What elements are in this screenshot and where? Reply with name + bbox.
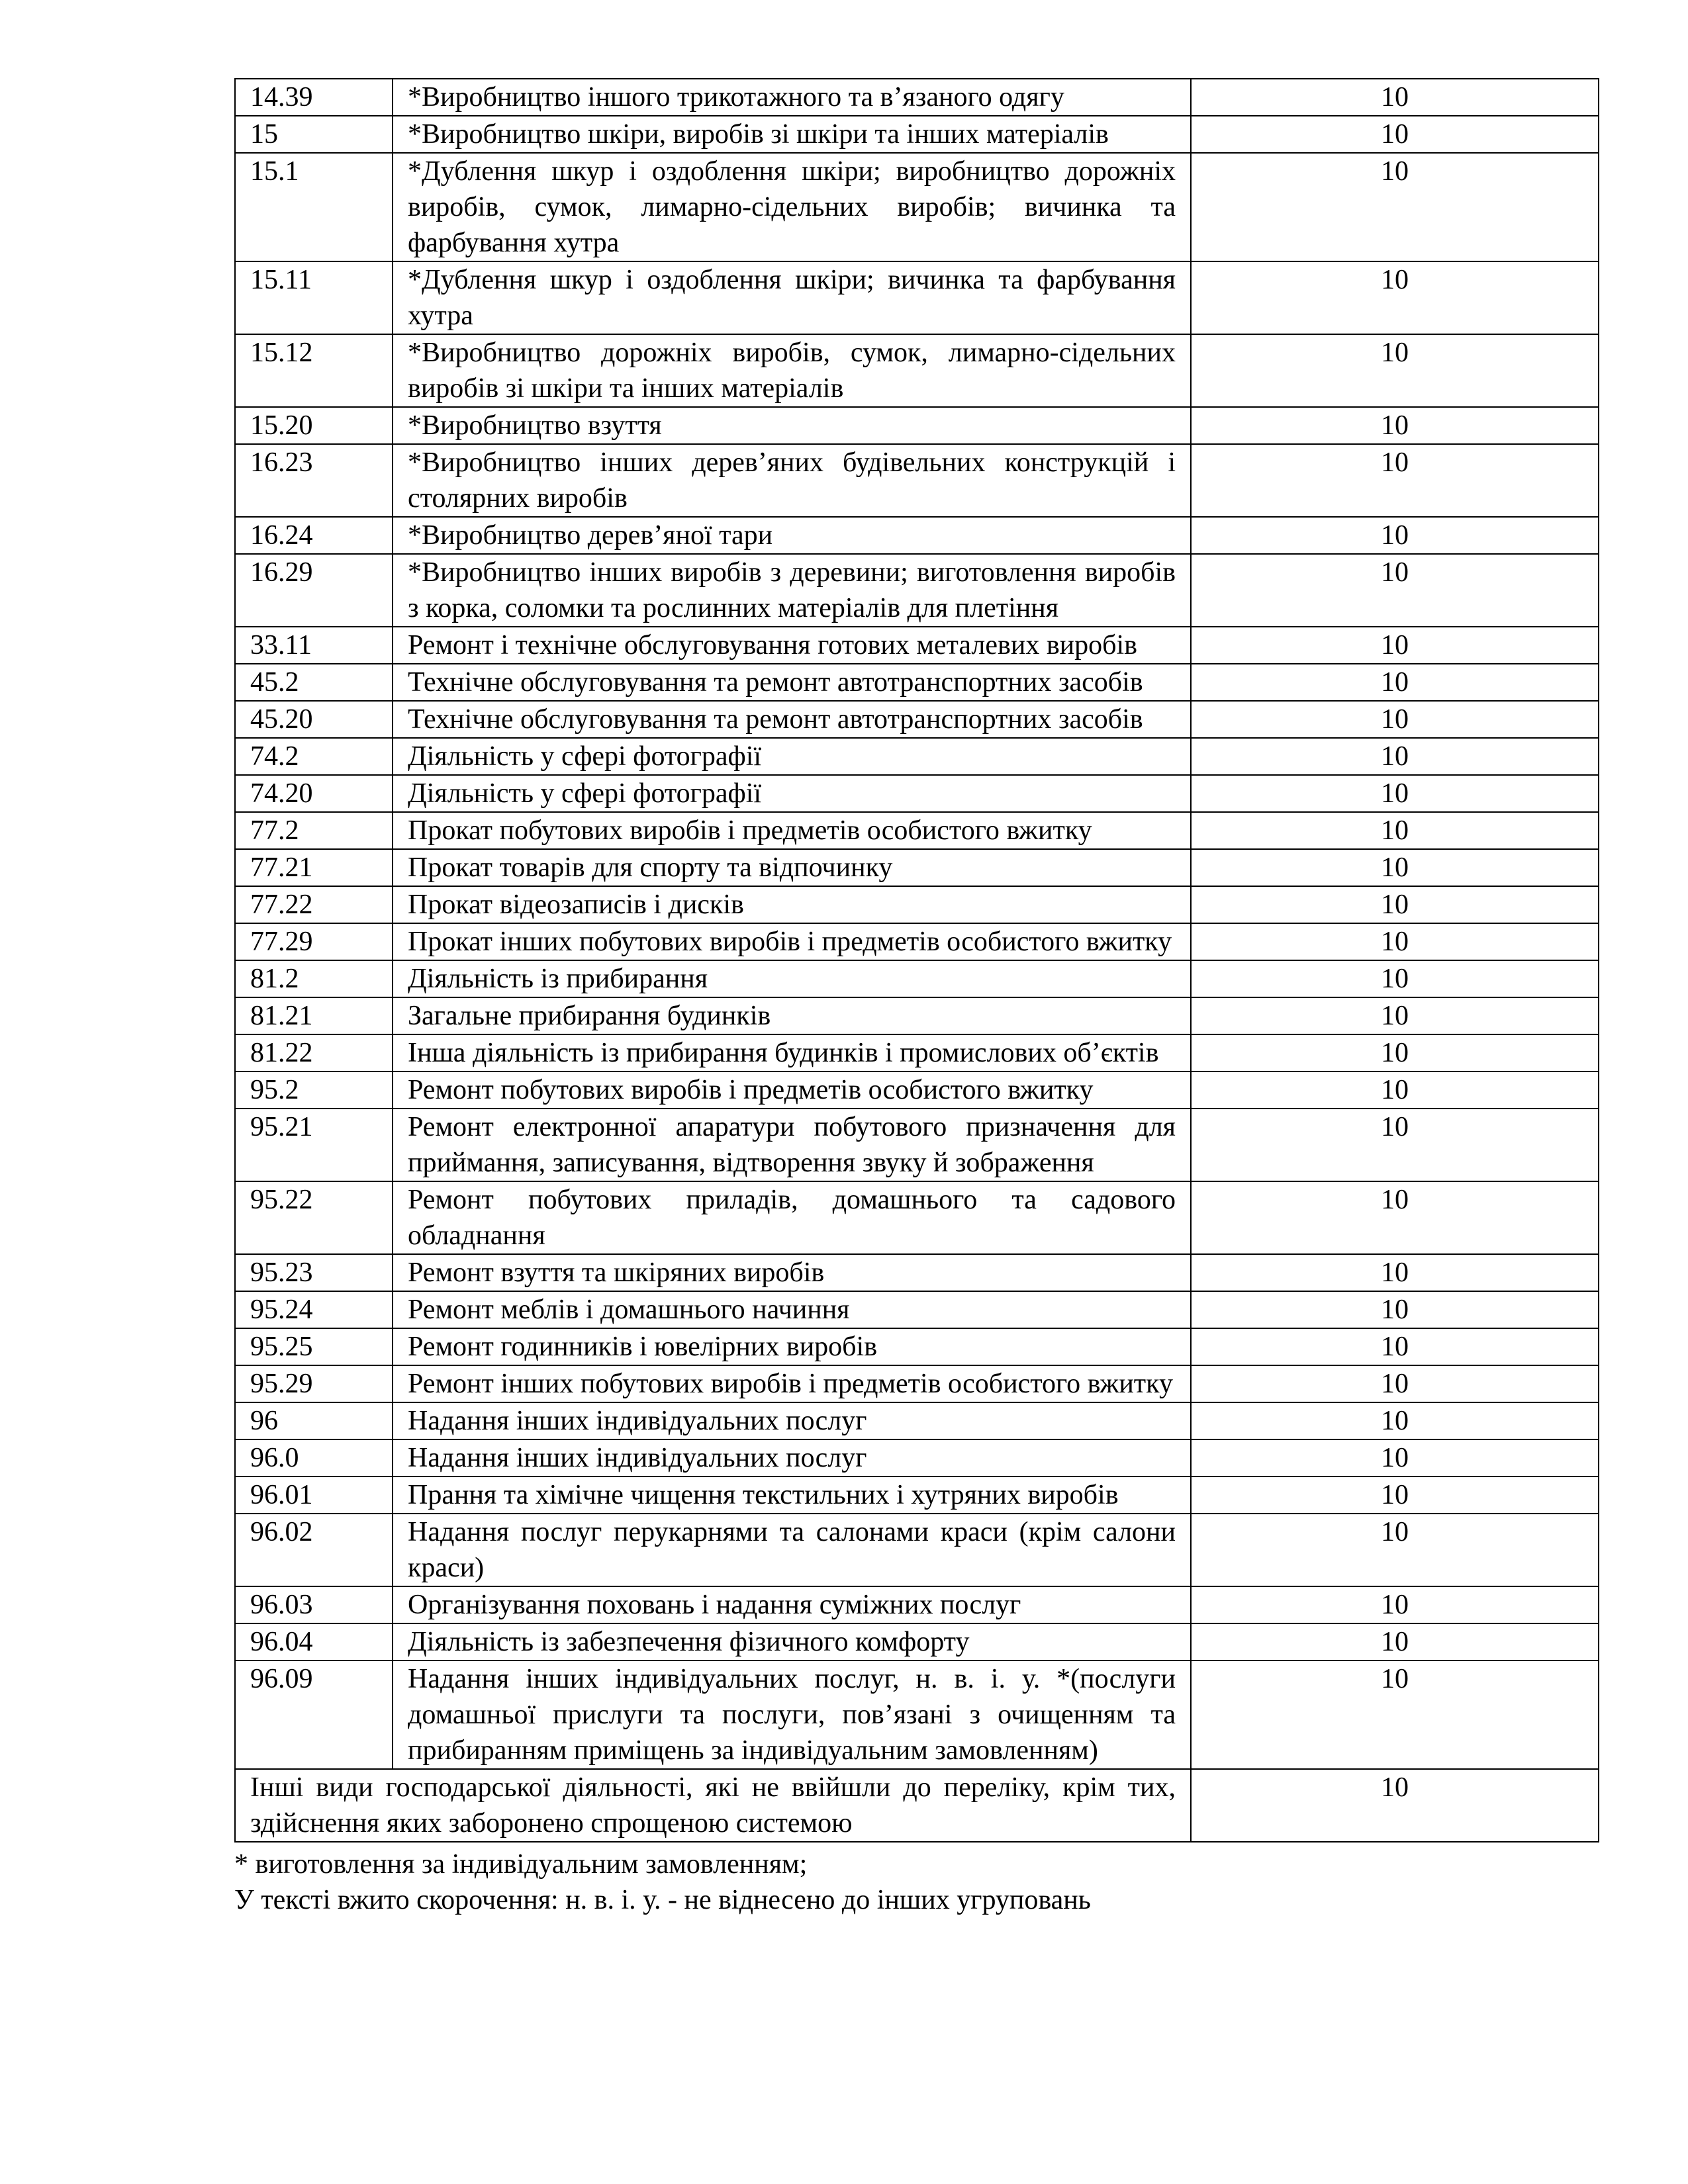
activity-name: *Дублення шкур і оздоблення шкіри; вичинка та фарбування хутра [393, 261, 1191, 334]
tax-rate: 10 [1191, 886, 1599, 923]
activity-name: Організування поховань і надання суміжних послуг [393, 1586, 1191, 1623]
activity-name: Діяльність у сфері фотографії [393, 775, 1191, 812]
kved-code: 96 [235, 1402, 393, 1439]
tax-rate: 10 [1191, 960, 1599, 997]
activity-name: Прокат інших побутових виробів і предметів особистого вжитку [393, 923, 1191, 960]
table-row [235, 1477, 1599, 1514]
table-row [235, 407, 1599, 444]
footnote: * виготовлення за індивідуальним замовленням; [234, 1849, 808, 1880]
activity-name: Прокат товарів для спорту та відпочинку [393, 849, 1191, 886]
activity-name: *Виробництво дерев’яної тари [393, 517, 1191, 554]
activity-name: Надання послуг перукарнями та салонами краси (крім салони краси) [393, 1514, 1191, 1586]
other-activities-text: Інші види господарської діяльності, які не ввійшли до переліку, крім тих, здійснення яких заборонено спрощеною системою [235, 1769, 1191, 1842]
table-row [235, 1034, 1599, 1071]
kved-code: 77.29 [235, 923, 393, 960]
tax-rate: 10 [1191, 1365, 1599, 1402]
tax-rate: 10 [1191, 1623, 1599, 1661]
table-row [235, 701, 1599, 738]
tax-rate: 10 [1191, 1071, 1599, 1109]
kved-code: 16.24 [235, 517, 393, 554]
kved-code: 15.1 [235, 153, 393, 261]
kved-code: 14.39 [235, 79, 393, 116]
activity-name: Діяльність у сфері фотографії [393, 738, 1191, 775]
table-row [235, 1291, 1599, 1328]
table-row [235, 261, 1599, 334]
table-row [235, 517, 1599, 554]
kved-code: 95.22 [235, 1181, 393, 1254]
tax-rate: 10 [1191, 1034, 1599, 1071]
activity-name: Загальне прибирання будинків [393, 997, 1191, 1034]
activity-table [234, 78, 1599, 1843]
kved-code: 15.20 [235, 407, 393, 444]
tax-rate: 10 [1191, 775, 1599, 812]
activity-name: Ремонт годинників і ювелірних виробів [393, 1328, 1191, 1365]
kved-code: 96.04 [235, 1623, 393, 1661]
kved-code: 77.2 [235, 812, 393, 849]
kved-code: 81.22 [235, 1034, 393, 1071]
abbreviation-note: У тексті вжито скорочення: н. в. і. у. - не віднесено до інших угруповань [234, 1885, 1091, 1915]
activity-name: Технічне обслуговування та ремонт автотранспортних засобів [393, 701, 1191, 738]
kved-code: 77.22 [235, 886, 393, 923]
activity-name: Ремонт інших побутових виробів і предметів особистого вжитку [393, 1365, 1191, 1402]
activity-name: *Виробництво інших виробів з деревини; виготовлення виробів з корка, соломки та рослинних матеріалів для плетіння [393, 554, 1191, 627]
kved-code: 16.23 [235, 444, 393, 517]
other-activities-row [235, 1769, 1599, 1842]
kved-code: 95.29 [235, 1365, 393, 1402]
tax-rate: 10 [1191, 334, 1599, 407]
activity-name: Ремонт електронної апаратури побутового призначення для приймання, записування, відтворення звуку й зображення [393, 1109, 1191, 1181]
activity-name: *Дублення шкур і оздоблення шкіри; виробництво дорожніх виробів, сумок, лимарно-сідельних виробів; вичинка та фарбування хутра [393, 153, 1191, 261]
kved-code: 45.2 [235, 664, 393, 701]
activity-name: *Виробництво іншого трикотажного та в’язаного одягу [393, 79, 1191, 116]
table-row [235, 1402, 1599, 1439]
kved-code: 96.0 [235, 1439, 393, 1477]
activity-name: Ремонт і технічне обслуговування готових металевих виробів [393, 627, 1191, 664]
kved-code: 96.09 [235, 1661, 393, 1769]
kved-code: 15.11 [235, 261, 393, 334]
activity-name: Діяльність із забезпечення фізичного комфорту [393, 1623, 1191, 1661]
activity-name: *Виробництво дорожніх виробів, сумок, лимарно-сідельних виробів зі шкіри та інших матеріалів [393, 334, 1191, 407]
activity-name: *Виробництво взуття [393, 407, 1191, 444]
tax-rate: 10 [1191, 116, 1599, 153]
kved-code: 95.24 [235, 1291, 393, 1328]
document-page [234, 78, 1599, 1918]
activity-name: Ремонт побутових приладів, домашнього та садового обладнання [393, 1181, 1191, 1254]
activity-name: Технічне обслуговування та ремонт автотранспортних засобів [393, 664, 1191, 701]
other-activities-rate: 10 [1191, 1769, 1599, 1842]
tax-rate: 10 [1191, 664, 1599, 701]
kved-code: 77.21 [235, 849, 393, 886]
activity-name: Ремонт взуття та шкіряних виробів [393, 1254, 1191, 1291]
tax-rate: 10 [1191, 153, 1599, 261]
activity-table-body [235, 79, 1599, 1769]
activity-name: Прокат побутових виробів і предметів особистого вжитку [393, 812, 1191, 849]
tax-rate: 10 [1191, 1586, 1599, 1623]
tax-rate: 10 [1191, 812, 1599, 849]
activity-name: *Виробництво шкіри, виробів зі шкіри та інших матеріалів [393, 116, 1191, 153]
table-row [235, 1254, 1599, 1291]
kved-code: 96.03 [235, 1586, 393, 1623]
activity-name: Ремонт меблів і домашнього начиння [393, 1291, 1191, 1328]
table-row [235, 1514, 1599, 1586]
activity-name: Інша діяльність із прибирання будинків і промислових об’єктів [393, 1034, 1191, 1071]
table-row [235, 554, 1599, 627]
kved-code: 74.20 [235, 775, 393, 812]
notes [234, 1846, 1599, 1918]
kved-code: 15.12 [235, 334, 393, 407]
activity-name: Надання інших індивідуальних послуг [393, 1402, 1191, 1439]
kved-code: 33.11 [235, 627, 393, 664]
tax-rate: 10 [1191, 701, 1599, 738]
tax-rate: 10 [1191, 261, 1599, 334]
table-row [235, 1109, 1599, 1181]
table-row [235, 1439, 1599, 1477]
tax-rate: 10 [1191, 997, 1599, 1034]
table-row [235, 923, 1599, 960]
table-row [235, 153, 1599, 261]
table-row [235, 775, 1599, 812]
table-row [235, 1328, 1599, 1365]
tax-rate: 10 [1191, 738, 1599, 775]
kved-code: 95.25 [235, 1328, 393, 1365]
tax-rate: 10 [1191, 1109, 1599, 1181]
tax-rate: 10 [1191, 1402, 1599, 1439]
activity-name: Надання інших індивідуальних послуг [393, 1439, 1191, 1477]
table-row [235, 1365, 1599, 1402]
tax-rate: 10 [1191, 1439, 1599, 1477]
table-row [235, 334, 1599, 407]
tax-rate: 10 [1191, 407, 1599, 444]
tax-rate: 10 [1191, 1291, 1599, 1328]
tax-rate: 10 [1191, 444, 1599, 517]
kved-code: 96.01 [235, 1477, 393, 1514]
tax-rate: 10 [1191, 849, 1599, 886]
tax-rate: 10 [1191, 1477, 1599, 1514]
tax-rate: 10 [1191, 1328, 1599, 1365]
tax-rate: 10 [1191, 1254, 1599, 1291]
kved-code: 95.23 [235, 1254, 393, 1291]
tax-rate: 10 [1191, 79, 1599, 116]
table-row [235, 116, 1599, 153]
tax-rate: 10 [1191, 517, 1599, 554]
activity-name: *Виробництво інших дерев’яних будівельних конструкцій і столярних виробів [393, 444, 1191, 517]
activity-name: Діяльність із прибирання [393, 960, 1191, 997]
activity-name: Ремонт побутових виробів і предметів особистого вжитку [393, 1071, 1191, 1109]
table-row [235, 1071, 1599, 1109]
tax-rate: 10 [1191, 627, 1599, 664]
activity-name: Надання інших індивідуальних послуг, н. в. і. у. *(послуги домашньої прислуги та послуги, пов’язані з очищенням та прибиранням приміщень за індивідуальним замовленням) [393, 1661, 1191, 1769]
table-row [235, 812, 1599, 849]
kved-code: 74.2 [235, 738, 393, 775]
kved-code: 95.2 [235, 1071, 393, 1109]
table-row [235, 1586, 1599, 1623]
table-row [235, 738, 1599, 775]
table-row [235, 79, 1599, 116]
table-row [235, 1661, 1599, 1769]
table-row [235, 960, 1599, 997]
kved-code: 95.21 [235, 1109, 393, 1181]
table-row [235, 664, 1599, 701]
table-row [235, 627, 1599, 664]
kved-code: 96.02 [235, 1514, 393, 1586]
kved-code: 45.20 [235, 701, 393, 738]
kved-code: 16.29 [235, 554, 393, 627]
table-row [235, 1623, 1599, 1661]
table-row [235, 1181, 1599, 1254]
tax-rate: 10 [1191, 1514, 1599, 1586]
table-row [235, 886, 1599, 923]
tax-rate: 10 [1191, 1661, 1599, 1769]
kved-code: 15 [235, 116, 393, 153]
activity-name: Прання та хімічне чищення текстильних і хутряних виробів [393, 1477, 1191, 1514]
table-row [235, 849, 1599, 886]
table-row [235, 997, 1599, 1034]
kved-code: 81.2 [235, 960, 393, 997]
table-row [235, 444, 1599, 517]
kved-code: 81.21 [235, 997, 393, 1034]
tax-rate: 10 [1191, 554, 1599, 627]
tax-rate: 10 [1191, 1181, 1599, 1254]
activity-name: Прокат відеозаписів і дисків [393, 886, 1191, 923]
tax-rate: 10 [1191, 923, 1599, 960]
